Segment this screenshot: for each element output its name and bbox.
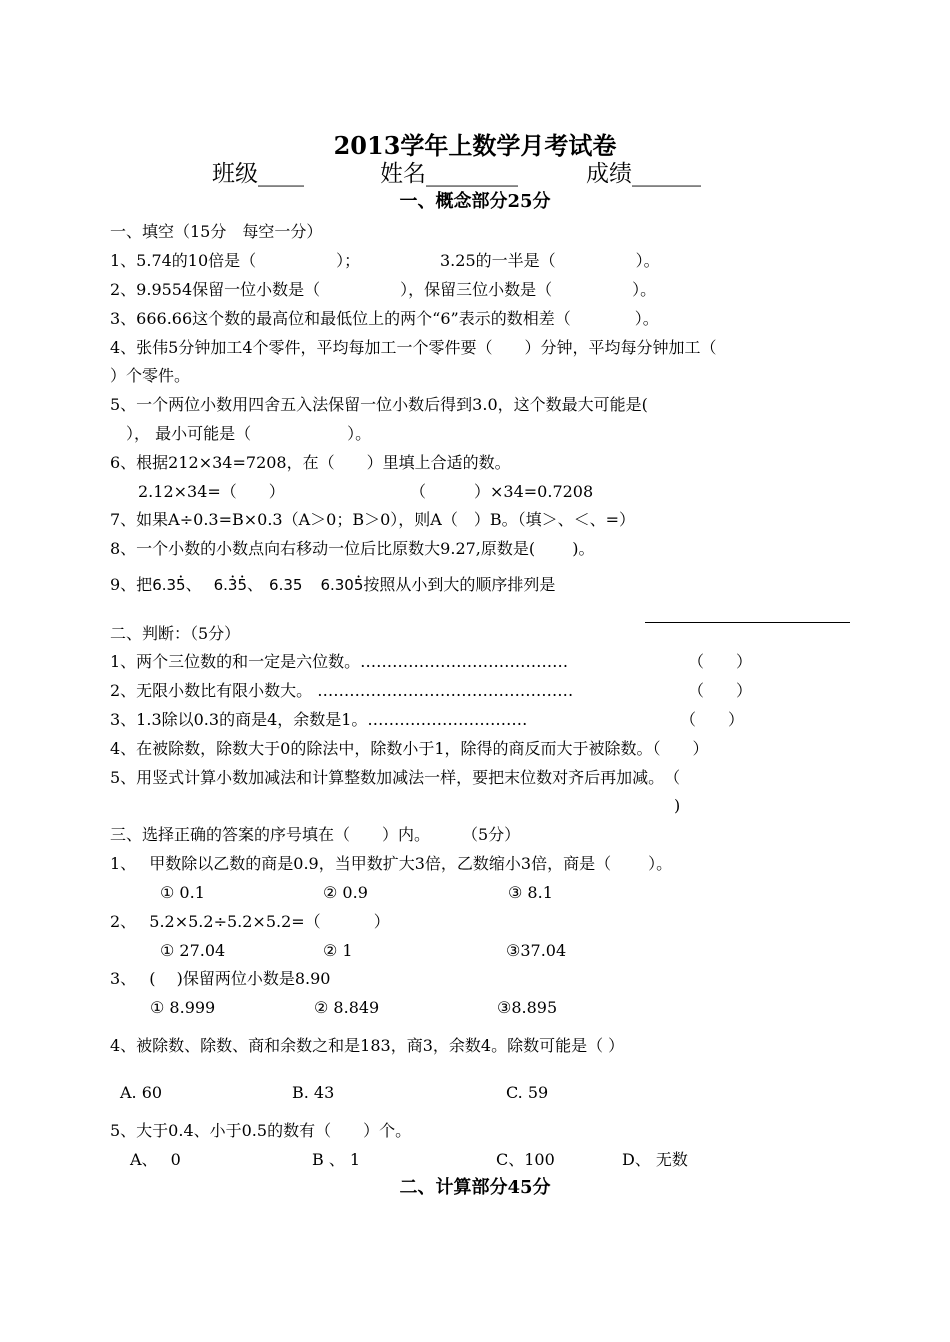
choice-q3: 3、 ( )保留两位小数是8.90 xyxy=(110,969,331,988)
fill-q9 xyxy=(110,575,555,595)
choice-q4-option-b: B. 43 xyxy=(292,1083,335,1102)
judge-q2: 2、无限小数比有限小数大。 ………………………………………… xyxy=(110,681,574,700)
fill-q8: 8、一个小数的小数点向右移动一位后比原数大9.27,原数是( )。 xyxy=(110,539,595,558)
fill-q5-line2: ）， 最小可能是（ ）。 xyxy=(110,424,372,443)
fill-q6-a: 2.12×34=（ ） xyxy=(138,482,285,501)
repeat-dot: 5 • xyxy=(354,576,364,594)
judge-heading: 二、判断：（5分） xyxy=(110,624,241,643)
fill-q5-line1: 5、一个两位小数用四舍五入法保留一位小数后得到3.0，这个数最大可能是( xyxy=(110,395,648,414)
judge-q1-bracket: （ ） xyxy=(688,652,753,671)
choice-q4-option-c: C. 59 xyxy=(506,1083,549,1102)
choice-q3-option-1: ① 8.999 xyxy=(150,998,216,1017)
exam-title: 2013学年上数学月考试卷 xyxy=(333,131,617,160)
choice-heading: 三、选择正确的答案的序号填在（ ）内。 （5分） xyxy=(110,825,521,844)
choice-q1-option-1: ① 0.1 xyxy=(160,883,205,902)
separator: 、 xyxy=(247,575,264,594)
fill-q1-part-a: 1、5.74的10倍是（ ）； xyxy=(110,251,361,270)
repeat-dot: 3 • xyxy=(228,576,238,594)
choice-q1-option-3: ③ 8.1 xyxy=(508,883,553,902)
judge-q2-bracket: （ ） xyxy=(688,681,753,700)
judge-q3: 3、1.3除以0.3的商是4，余数是1。………………………… xyxy=(110,710,528,729)
choice-q5-option-d: D、 无数 xyxy=(622,1150,688,1169)
plain-decimal: 6.35 xyxy=(269,576,303,594)
choice-q2-option-3: ③37.04 xyxy=(506,941,567,960)
choice-q2-option-1: ① 27.04 xyxy=(160,941,226,960)
fill-q7: 7、如果A÷0.3=B×0.3（A＞0；B＞0），则A（ ）B。（填＞、＜、=） xyxy=(110,510,635,529)
choice-q3-option-2: ② 8.849 xyxy=(314,998,380,1017)
judge-q1: 1、两个三位数的和一定是六位数。………………………………… xyxy=(110,652,569,671)
repeating-decimal-2: 6.3 •5 • xyxy=(214,576,247,594)
judge-q5: 5、用竖式计算小数加减法和计算整数加减法一样，要把末位数对齐后再加减。 （ xyxy=(110,768,681,787)
score-field-label: 成绩______ xyxy=(586,161,701,187)
fill-blank-heading: 一、填空（15分 每空一分） xyxy=(110,222,323,241)
judge-q4: 4、在被除数，除数大于0的除法中，除数小于1，除得的商反而大于被除数。（ ） xyxy=(110,739,709,758)
repeat-dot: 5 • xyxy=(176,576,186,594)
fill-q2: 2、9.9554保留一位小数是（ ），保留三位小数是（ ）。 xyxy=(110,280,657,299)
choice-q5-option-c: C、100 xyxy=(496,1150,555,1169)
fill-q4-line2: ）个零件。 xyxy=(110,366,191,385)
choice-q2: 2、 5.2×5.2÷5.2×5.2=（ ） xyxy=(110,912,390,931)
choice-q5-option-b: B 、 1 xyxy=(312,1150,361,1169)
fill-q6: 6、根据212×34=7208，在（ ）里填上合适的数。 xyxy=(110,453,511,472)
fill-q9-suffix: 按照从小到大的顺序排列是 xyxy=(363,575,556,594)
fill-q9-prefix: 9、把 xyxy=(110,575,153,594)
separator: 、 xyxy=(185,575,202,594)
judge-q3-bracket: （ ） xyxy=(680,710,745,729)
section-heading-concepts: 一、概念部分25分 xyxy=(399,191,551,212)
choice-q5-option-a: A、 0 xyxy=(130,1150,181,1169)
choice-q1-option-2: ② 0.9 xyxy=(323,883,368,902)
name-field-label: 姓名________ xyxy=(380,161,518,187)
choice-q5: 5、大于0.4、小于0.5的数有（ ）个。 xyxy=(110,1121,412,1140)
fill-q3: 3、666.66这个数的最高位和最低位上的两个“6”表示的数相差（ ）。 xyxy=(110,309,659,328)
fill-q6-b: （ ）×34=0.7208 xyxy=(410,482,594,501)
choice-q2-option-2: ② 1 xyxy=(323,941,353,960)
section-heading-calculation: 二、计算部分45分 xyxy=(399,1177,551,1198)
choice-q3-option-3: ③8.895 xyxy=(497,998,558,1017)
fill-q4-line1: 4、张伟5分钟加工4个零件，平均每加工一个零件要（ ）分钟，平均每分钟加工（ xyxy=(110,338,717,357)
fill-q1-part-b: 3.25的一半是（ ）。 xyxy=(440,251,660,270)
choice-q4-option-a: A. 60 xyxy=(120,1083,163,1102)
repeating-decimal-1: 6.35 • xyxy=(152,576,185,594)
repeat-dot: 5 • xyxy=(237,576,247,594)
judge-q5-close: ) xyxy=(674,796,681,815)
answer-line xyxy=(645,622,850,623)
class-field-label: 班级____ xyxy=(212,161,304,187)
choice-q4: 4、被除数、除数、商和余数之和是183，商3，余数4。除数可能是（ ） xyxy=(110,1036,625,1055)
choice-q1: 1、 甲数除以乙数的商是0.9，当甲数扩大3倍，乙数缩小3倍，商是（ ）。 xyxy=(110,854,673,873)
repeating-decimal-4: 6.305 • xyxy=(320,576,363,594)
